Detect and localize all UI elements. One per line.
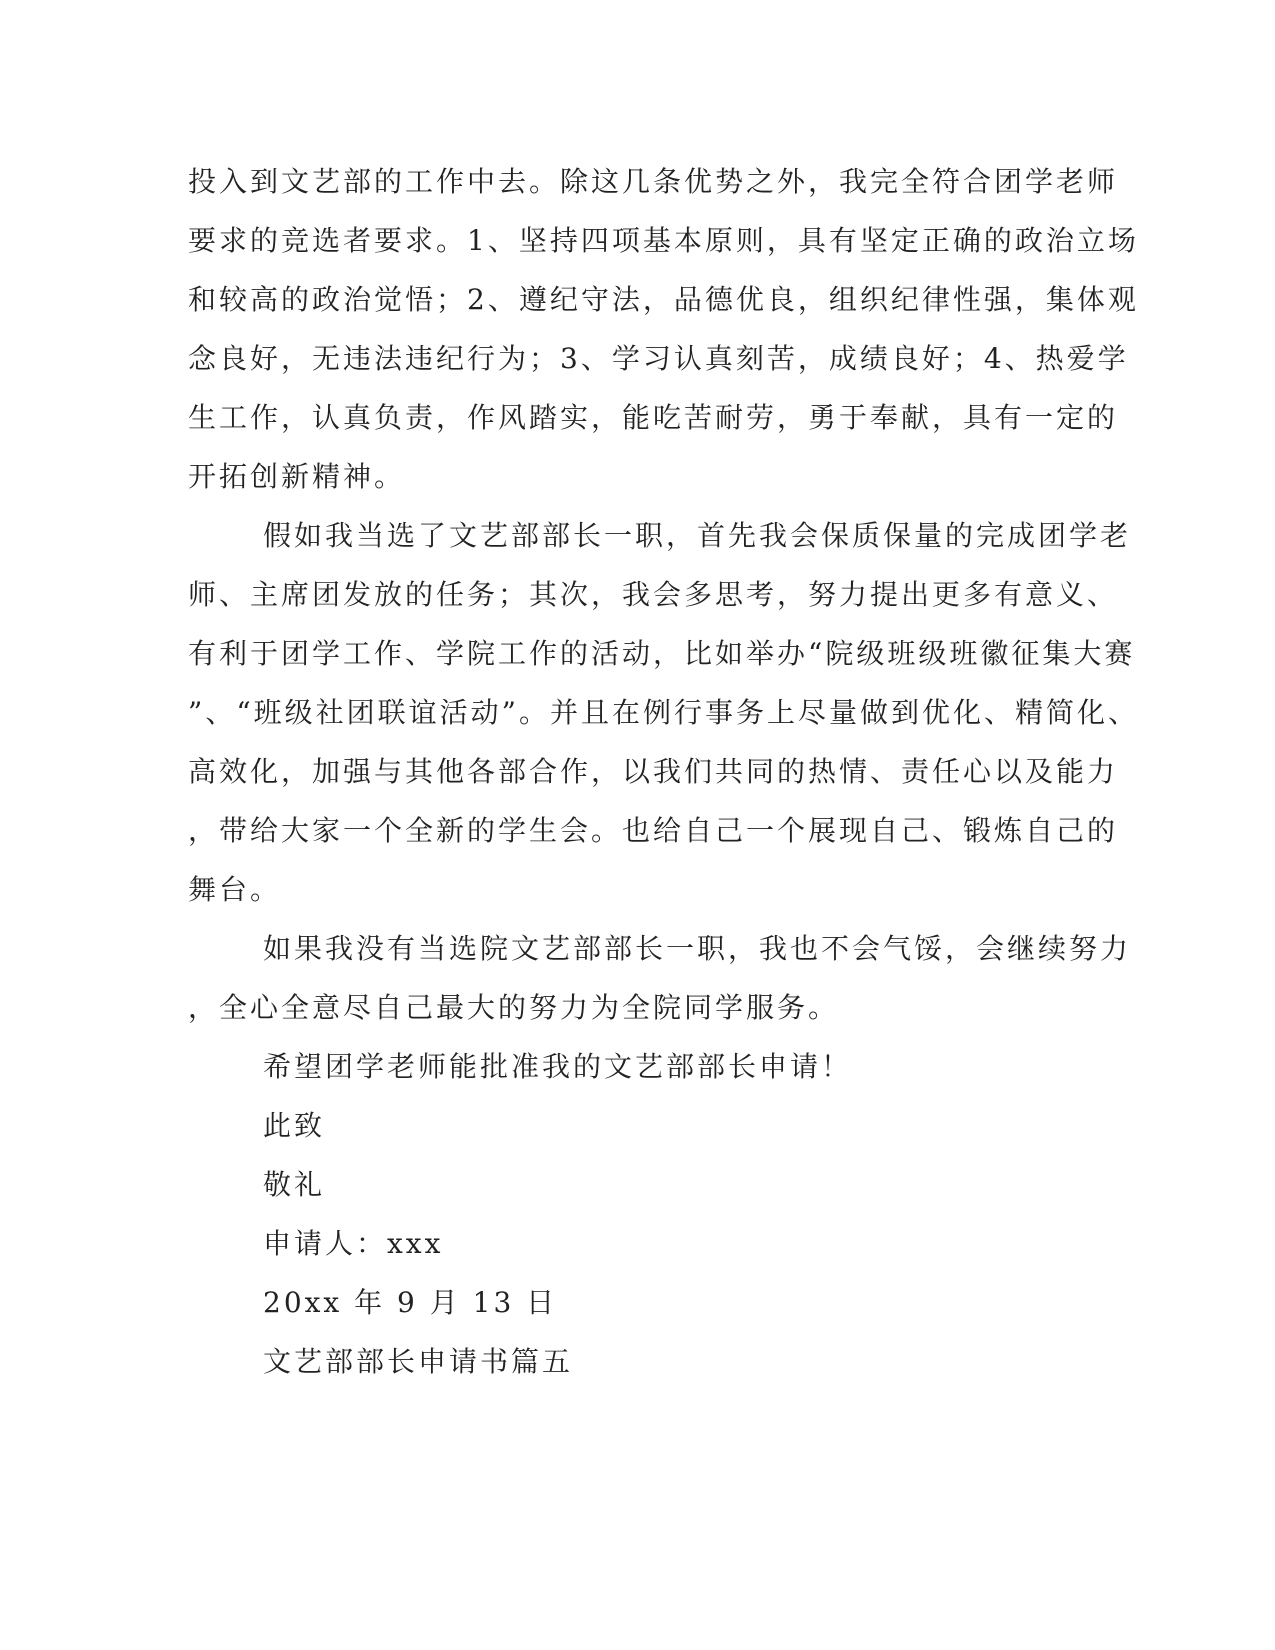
paragraph-line: 舞台。 — [188, 873, 282, 906]
paragraph-line: 假如我当选了文艺部部长一职，首先我会保质保量的完成团学老 — [263, 519, 1132, 552]
paragraph-line: 师、主席团发放的任务；其次，我会多思考，努力提出更多有意义、 — [188, 578, 1119, 611]
applicant-signature: 申请人：xxx — [263, 1227, 444, 1260]
paragraph-line: 高效化，加强与其他各部合作，以我们共同的热情、责任心以及能力 — [188, 755, 1119, 788]
paragraph-line: 生工作，认真负责，作风踏实，能吃苦耐劳，勇于奉献，具有一定的 — [188, 401, 1119, 434]
paragraph-line: ，带给大家一个全新的学生会。也给自己一个展现自己、锻炼自己的 — [188, 814, 1119, 847]
salutation-jing-li: 敬礼 — [263, 1168, 326, 1201]
paragraph-line: 要求的竞选者要求。1、坚持四项基本原则，具有坚定正确的政治立场 — [188, 224, 1139, 257]
paragraph-line: ，全心全意尽自己最大的努力为全院同学服务。 — [188, 991, 840, 1024]
paragraph-line: 和较高的政治觉悟；2、遵纪守法，品德优良，组织纪律性强，集体观 — [188, 283, 1139, 316]
paragraph-line: 念良好，无违法违纪行为；3、学习认真刻苦，成绩良好；4、热爱学 — [188, 342, 1129, 375]
salutation-ci-zhi: 此致 — [263, 1109, 326, 1142]
paragraph-line: 有利于团学工作、学院工作的活动，比如举办“院级班级班徽征集大赛 — [188, 637, 1136, 670]
application-date: 20xx 年 9 月 13 日 — [263, 1286, 558, 1319]
closing-hope: 希望团学老师能批准我的文艺部部长申请！ — [263, 1050, 853, 1083]
paragraph-line: 如果我没有当选院文艺部部长一职，我也不会气馁，会继续努力 — [263, 932, 1132, 965]
paragraph-line: 开拓创新精神。 — [188, 460, 406, 493]
paragraph-line: 投入到文艺部的工作中去。除这几条优势之外，我完全符合团学老师 — [188, 165, 1119, 198]
next-section-title: 文艺部部长申请书篇五 — [263, 1345, 574, 1378]
paragraph-line: ”、“班级社团联谊活动”。并且在例行事务上尽量做到优化、精简化、 — [188, 696, 1139, 729]
